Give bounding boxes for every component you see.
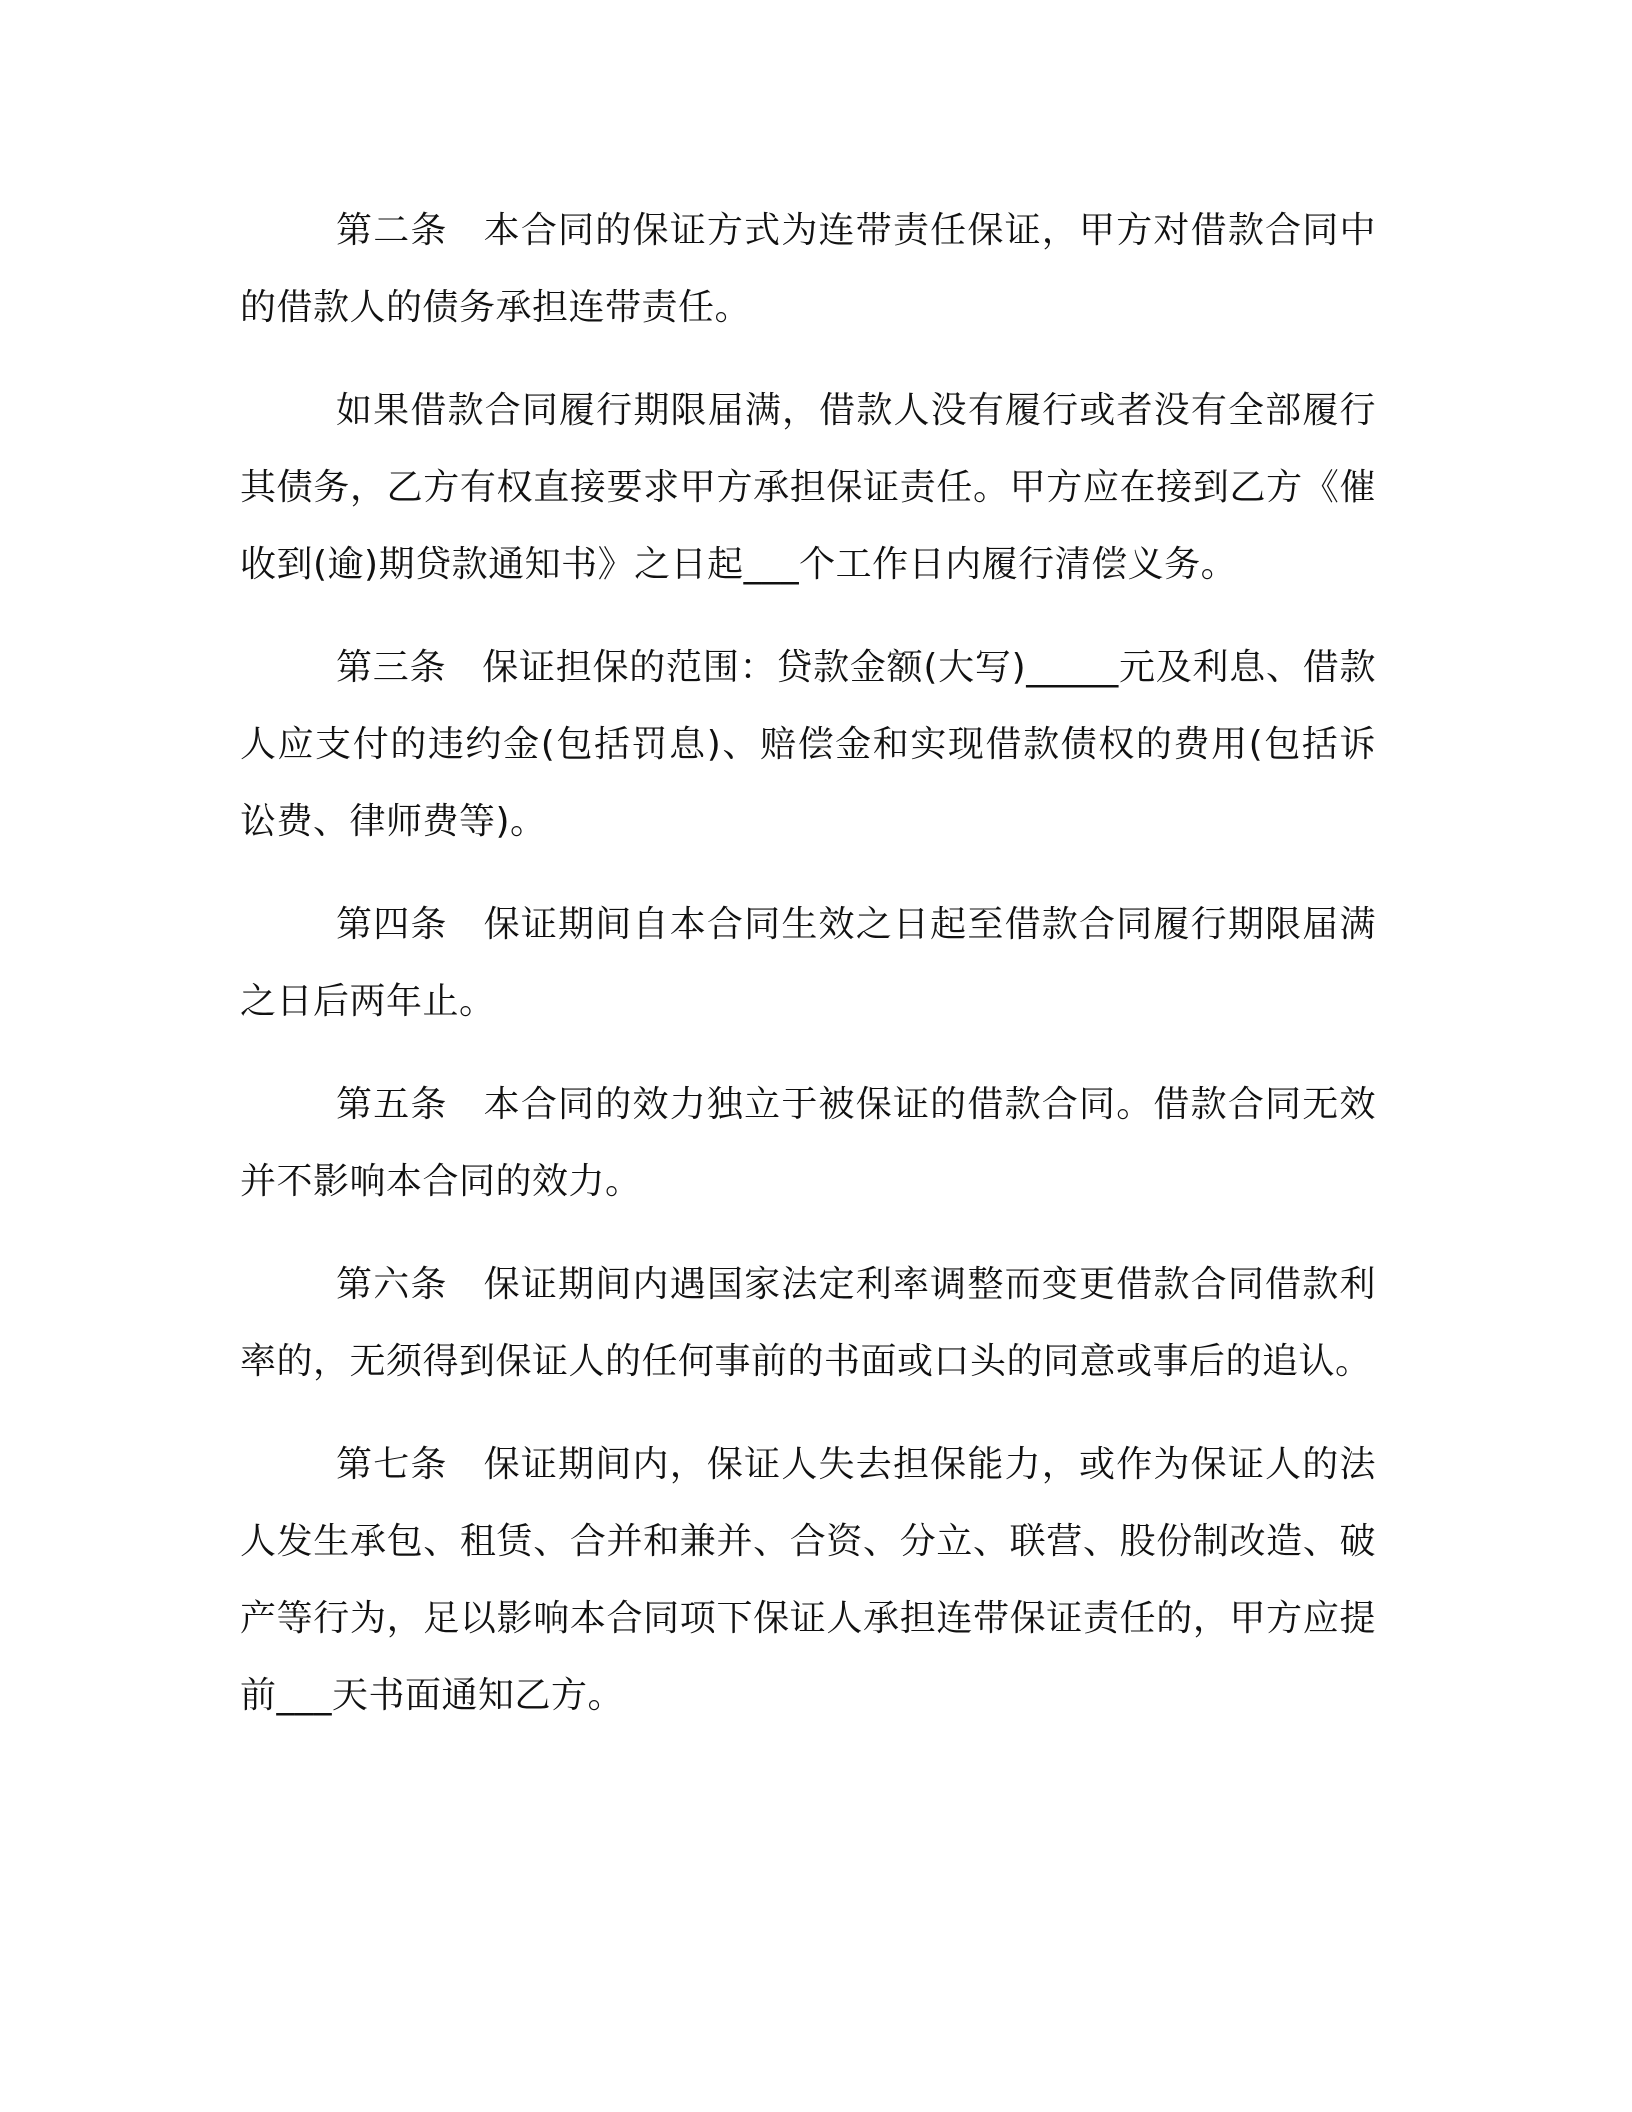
article-text: 如果借款合同履行期限届满，借款人没有履行或者没有全部履行其债务，乙方有权直接要求甲方承担保证责任。甲方应在接到乙方《催收到(逾)期贷款通知书》之日起___个工作日内履行清偿义务。 <box>240 390 1376 585</box>
paragraph-article-4 <box>240 886 1376 1040</box>
article-number: 第五条 <box>336 1084 448 1125</box>
article-number: 第六条 <box>336 1264 448 1305</box>
paragraph-article-3 <box>240 629 1376 860</box>
document-body <box>240 192 1376 1760</box>
article-text: 保证期间自本合同生效之日起至借款合同履行期限届满之日后两年止。 <box>240 904 1376 1022</box>
article-number: 第三条 <box>336 647 447 688</box>
article-text: 本合同的保证方式为连带责任保证，甲方对借款合同中的借款人的债务承担连带责任。 <box>240 210 1376 328</box>
article-text: 保证期间内遇国家法定利率调整而变更借款合同借款利率的，无须得到保证人的任何事前的书面或口头的同意或事后的追认。 <box>240 1264 1376 1382</box>
paragraph-default-clause <box>240 372 1376 603</box>
paragraph-article-7 <box>240 1426 1376 1734</box>
article-number: 第四条 <box>336 904 448 945</box>
article-number: 第二条 <box>336 210 448 251</box>
article-text: 本合同的效力独立于被保证的借款合同。借款合同无效并不影响本合同的效力。 <box>240 1084 1376 1202</box>
paragraph-article-5 <box>240 1066 1376 1220</box>
paragraph-article-6 <box>240 1246 1376 1400</box>
article-text: 保证期间内，保证人失去担保能力，或作为保证人的法人发生承包、租赁、合并和兼并、合资、分立、联营、股份制改造、破产等行为，足以影响本合同项下保证人承担连带保证责任的，甲方应提前___天书面通知乙方。 <box>240 1444 1376 1716</box>
article-text: 保证担保的范围：贷款金额(大写)_____元及利息、借款人应支付的违约金(包括罚息)、赔偿金和实现借款债权的费用(包括诉讼费、律师费等)。 <box>240 647 1376 842</box>
article-number: 第七条 <box>336 1444 448 1485</box>
paragraph-article-2 <box>240 192 1376 346</box>
